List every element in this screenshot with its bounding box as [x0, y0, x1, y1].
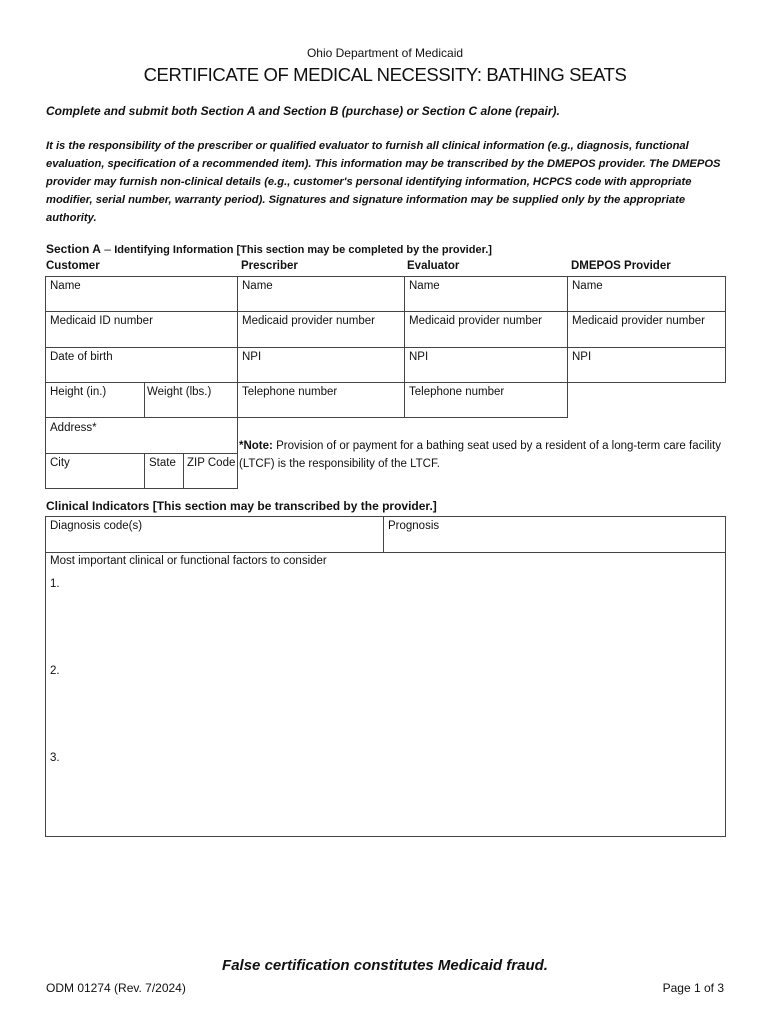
customer-weight-field[interactable]: Weight (lbs.) [144, 382, 238, 418]
clinical-factor-1[interactable]: 1. [50, 578, 60, 590]
prognosis-field[interactable]: Prognosis [383, 516, 726, 553]
column-header-customer: Customer [46, 260, 100, 272]
clinical-factors-label: Most important clinical or functional factors to consider [50, 555, 327, 567]
section-a-subtitle: Identifying Information [This section may be completed by the provider.] [114, 244, 492, 256]
evaluator-phone-field[interactable]: Telephone number [404, 382, 568, 418]
section-a-title: Section A [46, 242, 101, 256]
note-label: *Note: [239, 440, 273, 452]
evaluator-medicaid-provider-field[interactable]: Medicaid provider number [404, 311, 568, 348]
customer-dob-field[interactable]: Date of birth [45, 347, 238, 383]
dmepos-medicaid-provider-field[interactable]: Medicaid provider number [567, 311, 726, 348]
column-header-dmepos: DMEPOS Provider [571, 260, 671, 272]
column-header-evaluator: Evaluator [407, 260, 460, 272]
page-number: Page 1 of 3 [662, 981, 724, 995]
evaluator-npi-field[interactable]: NPI [404, 347, 568, 383]
dmepos-name-field[interactable]: Name [567, 276, 726, 312]
prescriber-name-field[interactable]: Name [237, 276, 405, 312]
clinical-indicators-heading: Clinical Indicators [This section may be transcribed by the provider.] [46, 499, 437, 513]
customer-zip-field[interactable]: ZIP Code [183, 453, 238, 489]
customer-city-field[interactable]: City [45, 453, 145, 489]
prescriber-phone-field[interactable]: Telephone number [237, 382, 405, 418]
submission-instructions: Complete and submit both Section A and Section B (purchase) or Section C alone (repair). [46, 104, 560, 118]
section-a-heading [46, 242, 492, 256]
ltcf-note [239, 437, 739, 473]
dmepos-npi-field[interactable]: NPI [567, 347, 726, 383]
note-text: Provision of or payment for a bathing seat used by a resident of a long-term care facility (LTCF) is the responsibility of the LTCF. [239, 440, 721, 470]
column-header-prescriber: Prescriber [241, 260, 298, 272]
fraud-warning: False certification constitutes Medicaid fraud. [222, 957, 548, 974]
form-number: ODM 01274 (Rev. 7/2024) [46, 981, 186, 995]
prescriber-medicaid-provider-field[interactable]: Medicaid provider number [237, 311, 405, 348]
customer-address-field[interactable]: Address* [45, 417, 238, 454]
customer-name-field[interactable]: Name [45, 276, 238, 312]
evaluator-name-field[interactable]: Name [404, 276, 568, 312]
section-a-dash: – [100, 242, 115, 256]
diagnosis-code-field[interactable]: Diagnosis code(s) [45, 516, 384, 553]
responsibility-statement: It is the responsibility of the prescriber or qualified evaluator to furnish all clinical information (e.g., diagnosis, functional evaluation, specification of a recommended item). This information may be transcribed by the DMEPOS provider. The DMEPOS provider may furnish non-clinical details (e.g., customer's personal identifying information, HCPCS code with appropriate modifier, serial number, warranty period). Signatures and signature information may be supplied only by the appropriate authority. [46, 140, 721, 224]
clinical-factor-2[interactable]: 2. [50, 665, 60, 677]
prescriber-npi-field[interactable]: NPI [237, 347, 405, 383]
clinical-factor-3[interactable]: 3. [50, 752, 60, 764]
customer-state-field[interactable]: State [144, 453, 184, 489]
customer-medicaid-id-field[interactable]: Medicaid ID number [45, 311, 238, 348]
form-title: CERTIFICATE OF MEDICAL NECESSITY: BATHING SEATS [143, 64, 627, 85]
customer-height-field[interactable]: Height (in.) [45, 382, 145, 418]
agency-name: Ohio Department of Medicaid [306, 46, 464, 60]
